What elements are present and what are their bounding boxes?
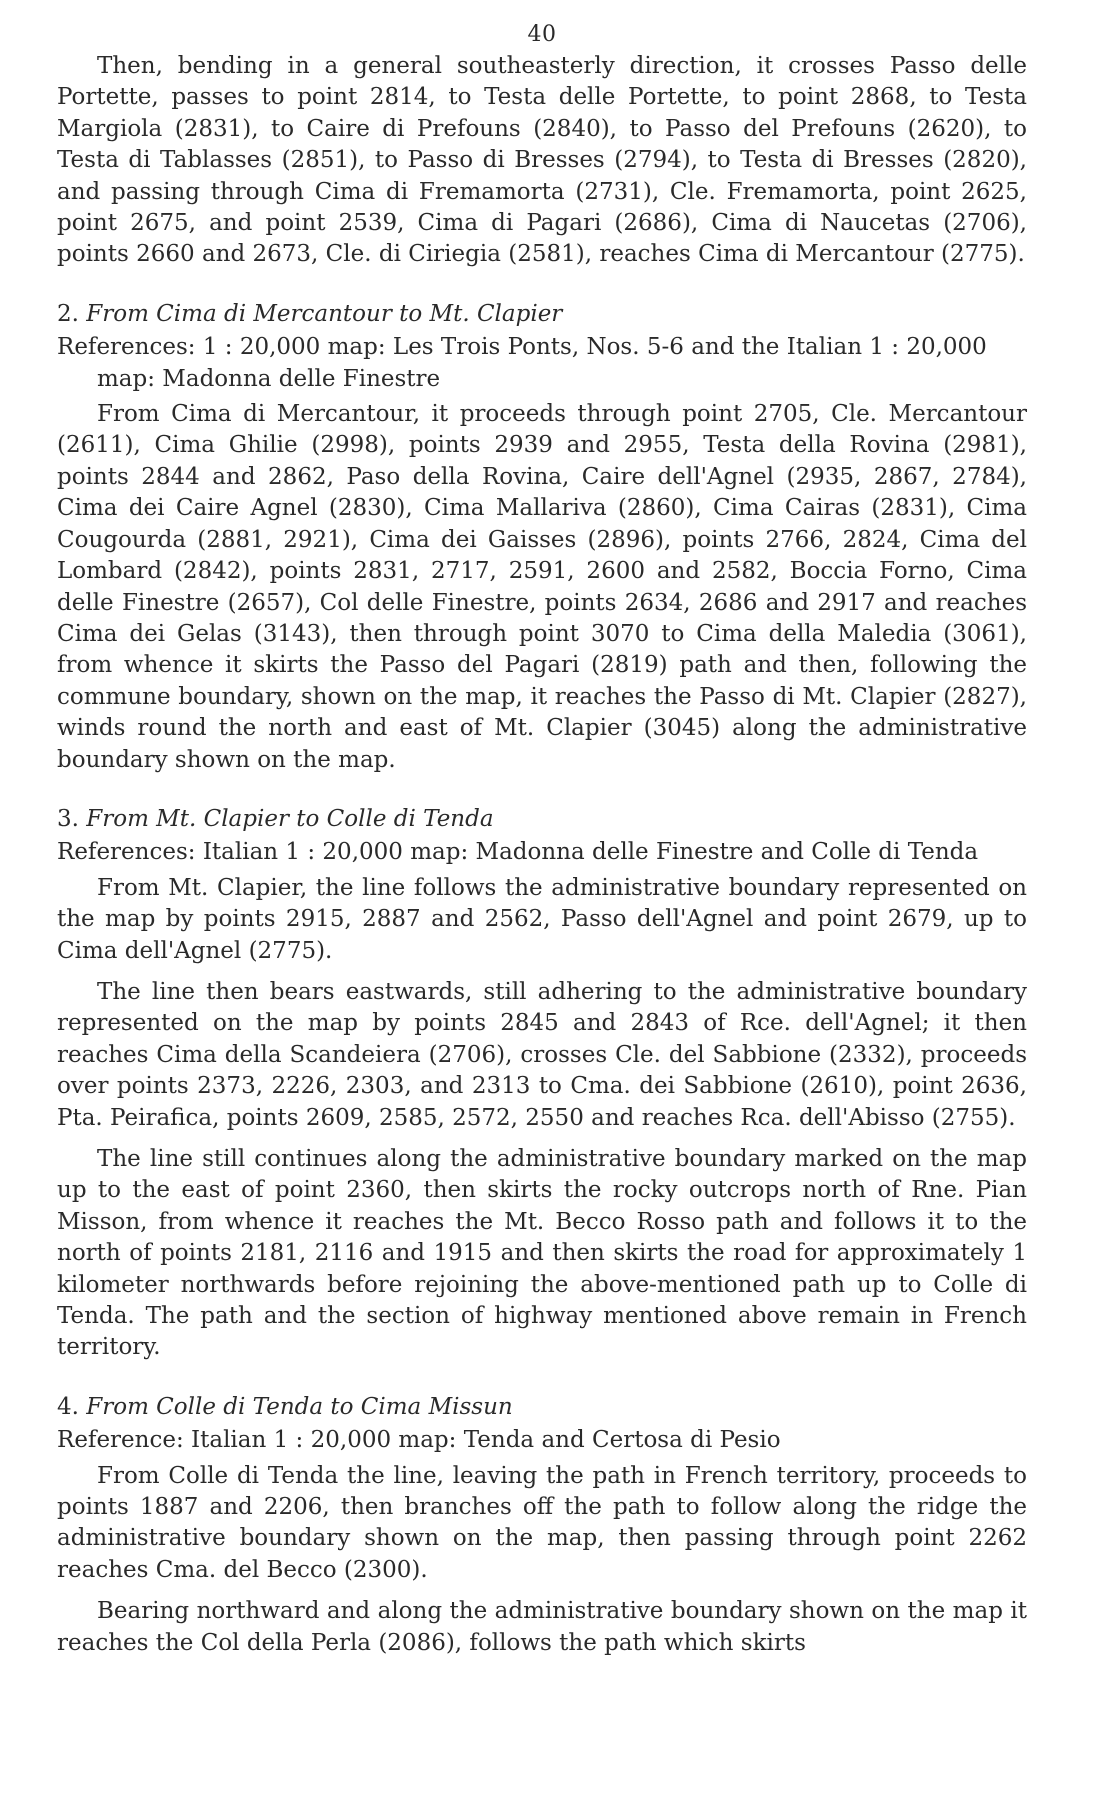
intro-paragraph: Then, bending in a general southeasterly direction, it crosses Passo delle Portette, passes to point 2814, to Testa delle Portette, to point 2868, to Testa Margiola (2831), to Caire di Prefouns (2840), to Passo del Prefouns (2620), to Testa di Tablasses (2851), to Passo di Bresses (2794), to Testa di Bresses (2820), and passing through Cima di Fremamorta (2731), Cle. Fremamorta, point 2625, point 2675, and point 2539, Cima di Pagari (2686), Cima di Naucetas (2706), points 2660 and 2673, Cle. di Ciriegia (2581), reaches Cima di Mercantour (2775). [57, 53, 1027, 268]
section-title: From Mt. Clapier to Colle di Tenda [86, 805, 494, 832]
document-page [57, 22, 1027, 1659]
section-heading [57, 299, 1027, 330]
section-paragraph: From Colle di Tenda the line, leaving the path in French territory, proceeds to points 1887 and 2206, then branches off the path to follow along the ridge the administrative boundary shown on the map, then passing through point 2262 reaches Cma. del Becco (2300). [57, 1462, 1027, 1583]
page-number: 40 [527, 22, 557, 47]
section-title: From Colle di Tenda to Cima Missun [86, 1393, 513, 1420]
section-references: Reference: Italian 1 : 20,000 map: Tenda and Certosa di Pesio [57, 1427, 781, 1454]
section-4 [57, 1392, 1027, 1659]
section-title: From Cima di Mercantour to Mt. Clapier [86, 300, 563, 327]
section-references: References: 1 : 20,000 map: Les Trois Ponts, Nos. 5-6 and the Italian 1 : 20,000 map: Madonna delle Finestre [57, 334, 987, 392]
section-heading [57, 804, 1027, 835]
section-paragraph: From Cima di Mercantour, it proceeds through point 2705, Cle. Mercantour (2611), Cima Ghilie (2998), points 2939 and 2955, Testa della Rovina (2981), points 2844 and 2862, Paso della Rovina, Caire dell'Agnel (2935, 2867, 2784), Cima dei Caire Agnel (2830), Cima Mallariva (2860), Cima Cairas (2831), Cima Cougourda (2881, 2921), Cima dei Gaisses (2896), points 2766, 2824, Cima del Lombard (2842), points 2831, 2717, 2591, 2600 and 2582, Boccia Forno, Cima delle Finestre (2657), Col delle Finestre, points 2634, 2686 and 2917 and reaches Cima dei Gelas (3143), then through point 3070 to Cima della Maledia (3061), from whence it skirts the Passo del Pagari (2819) path and then, following the commune boundary, shown on the map, it reaches the Passo di Mt. Clapier (2827), winds round the north and east of Mt. Clapier (3045) along the administrative boundary shown on the map. [57, 401, 1027, 773]
section-number: 2. [57, 300, 79, 327]
section-paragraph: The line then bears eastwards, still adhering to the administrative boundary represented on the map by points 2845 and 2843 of Rce. dell'Agnel; it then reaches Cima della Scandeiera (2706), crosses Cle. del Sabbione (2332), proceeds over points 2373, 2226, 2303, and 2313 to Cma. dei Sabbione (2610), point 2636, Pta. Peirafica, points 2609, 2585, 2572, 2550 and reaches Rca. dell'Abisso (2755). [57, 978, 1027, 1131]
section-2 [57, 299, 1027, 776]
section-paragraph: The line still continues along the administrative boundary marked on the map up to the east of point 2360, then skirts the rocky outcrops north of Rne. Pian Misson, from whence it reaches the Mt. Becco Rosso path and follows it to the north of points 2181, 2116 and 1915 and then skirts the road for approximately 1 kilometer northwards before rejoining the above-mentioned path up to Colle di Tenda. The path and the section of highway mentioned above remain in French territory. [57, 1146, 1027, 1361]
section-references: References: Italian 1 : 20,000 map: Madonna delle Finestre and Colle di Tenda [57, 839, 979, 866]
section-heading [57, 1392, 1027, 1423]
section-3 [57, 804, 1027, 1364]
section-number: 3. [57, 805, 79, 832]
section-paragraph: Bearing northward and along the administrative boundary shown on the map it reaches the Col della Perla (2086), follows the path which skirts [57, 1598, 1027, 1656]
section-paragraph: From Mt. Clapier, the line follows the administrative boundary represented on the map by points 2915, 2887 and 2562, Passo dell'Agnel and point 2679, up to Cima dell'Agnel (2775). [57, 874, 1027, 964]
section-number: 4. [57, 1393, 79, 1420]
